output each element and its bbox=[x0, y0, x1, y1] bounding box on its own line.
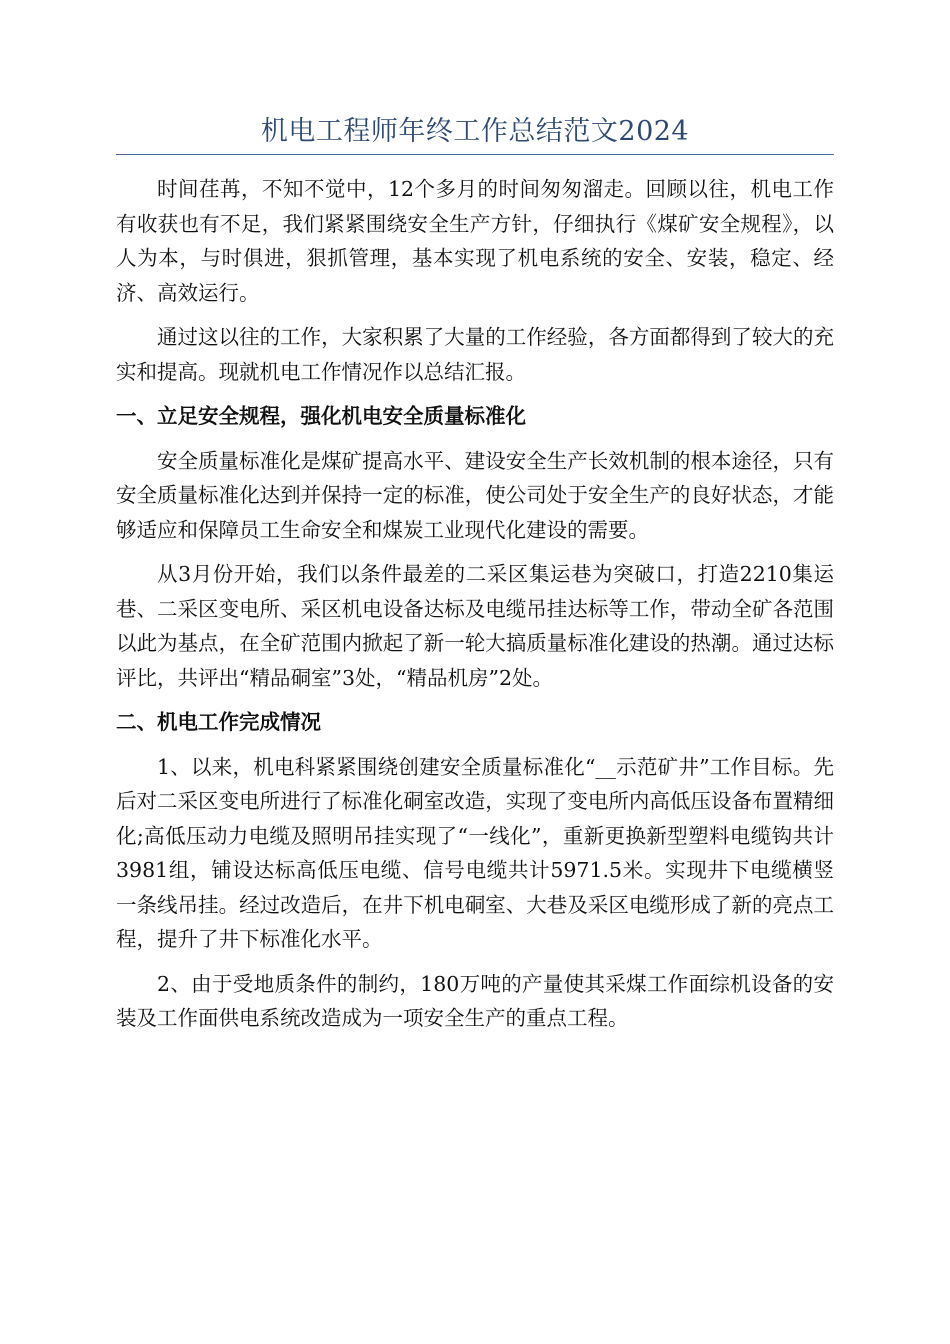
paragraph-intro: 时间荏苒，不知不觉中，12个多月的时间匆匆溜走。回顾以往，机电工作有收获也有不足，我们紧紧围绕安全生产方针，仔细执行《煤矿安全规程》，以人为本，与时俱进，狠抓管理，基本实现了机电系统的安全、安装，稳定、经济、高效运行。 bbox=[116, 177, 834, 305]
title-underline bbox=[116, 154, 834, 155]
document-body bbox=[116, 172, 834, 1046]
paragraph-march-work: 从3月份开始，我们以条件最差的二采区集运巷为突破口，打造2210集运巷、二采区变电所、采区机电设备达标及电缆吊挂达标等工作，带动全矿各范围以此为基点，在全矿范围内掀起了新一轮大搞质量标准化建设的热潮。通过达标评比，共评出“精品硐室”3处，“精品机房”2处。 bbox=[116, 562, 834, 690]
paragraph-item-1: 1、以来，机电科紧紧围绕创建安全质量标准化“__示范矿井”工作目标。先后对二采区变电所进行了标准化硐室改造，实现了变电所内高低压设备布置精细化;高低压动力电缆及照明吊挂实现了“一线化”，重新更换新型塑料电缆钩共计3981组，铺设达标高低压电缆、信号电缆共计5971.5米。实现井下电缆横竖一条线吊挂。经过改造后，在井下机电硐室、大巷及采区电缆形成了新的亮点工程，提升了井下标准化水平。 bbox=[116, 754, 834, 951]
document-title: 机电工程师年终工作总结范文2024 bbox=[260, 116, 690, 147]
section-heading-1: 一、立足安全规程，强化机电安全质量标准化 bbox=[116, 404, 526, 428]
paragraph-summary: 通过这以往的工作，大家积累了大量的工作经验，各方面都得到了较大的充实和提高。现就机电工作情况作以总结汇报。 bbox=[116, 325, 834, 384]
paragraph-item-2: 2、由于受地质条件的制约，180万吨的产量使其采煤工作面综机设备的安装及工作面供电系统改造成为一项安全生产的重点工程。 bbox=[116, 971, 834, 1030]
paragraph-standardization: 安全质量标准化是煤矿提高水平、建设安全生产长效机制的根本途径，只有安全质量标准化达到并保持一定的标准，使公司处于安全生产的良好状态，才能够适应和保障员工生命安全和煤炭工业现代化建设的需要。 bbox=[116, 448, 834, 542]
section-heading-2: 二、机电工作完成情况 bbox=[116, 710, 321, 734]
